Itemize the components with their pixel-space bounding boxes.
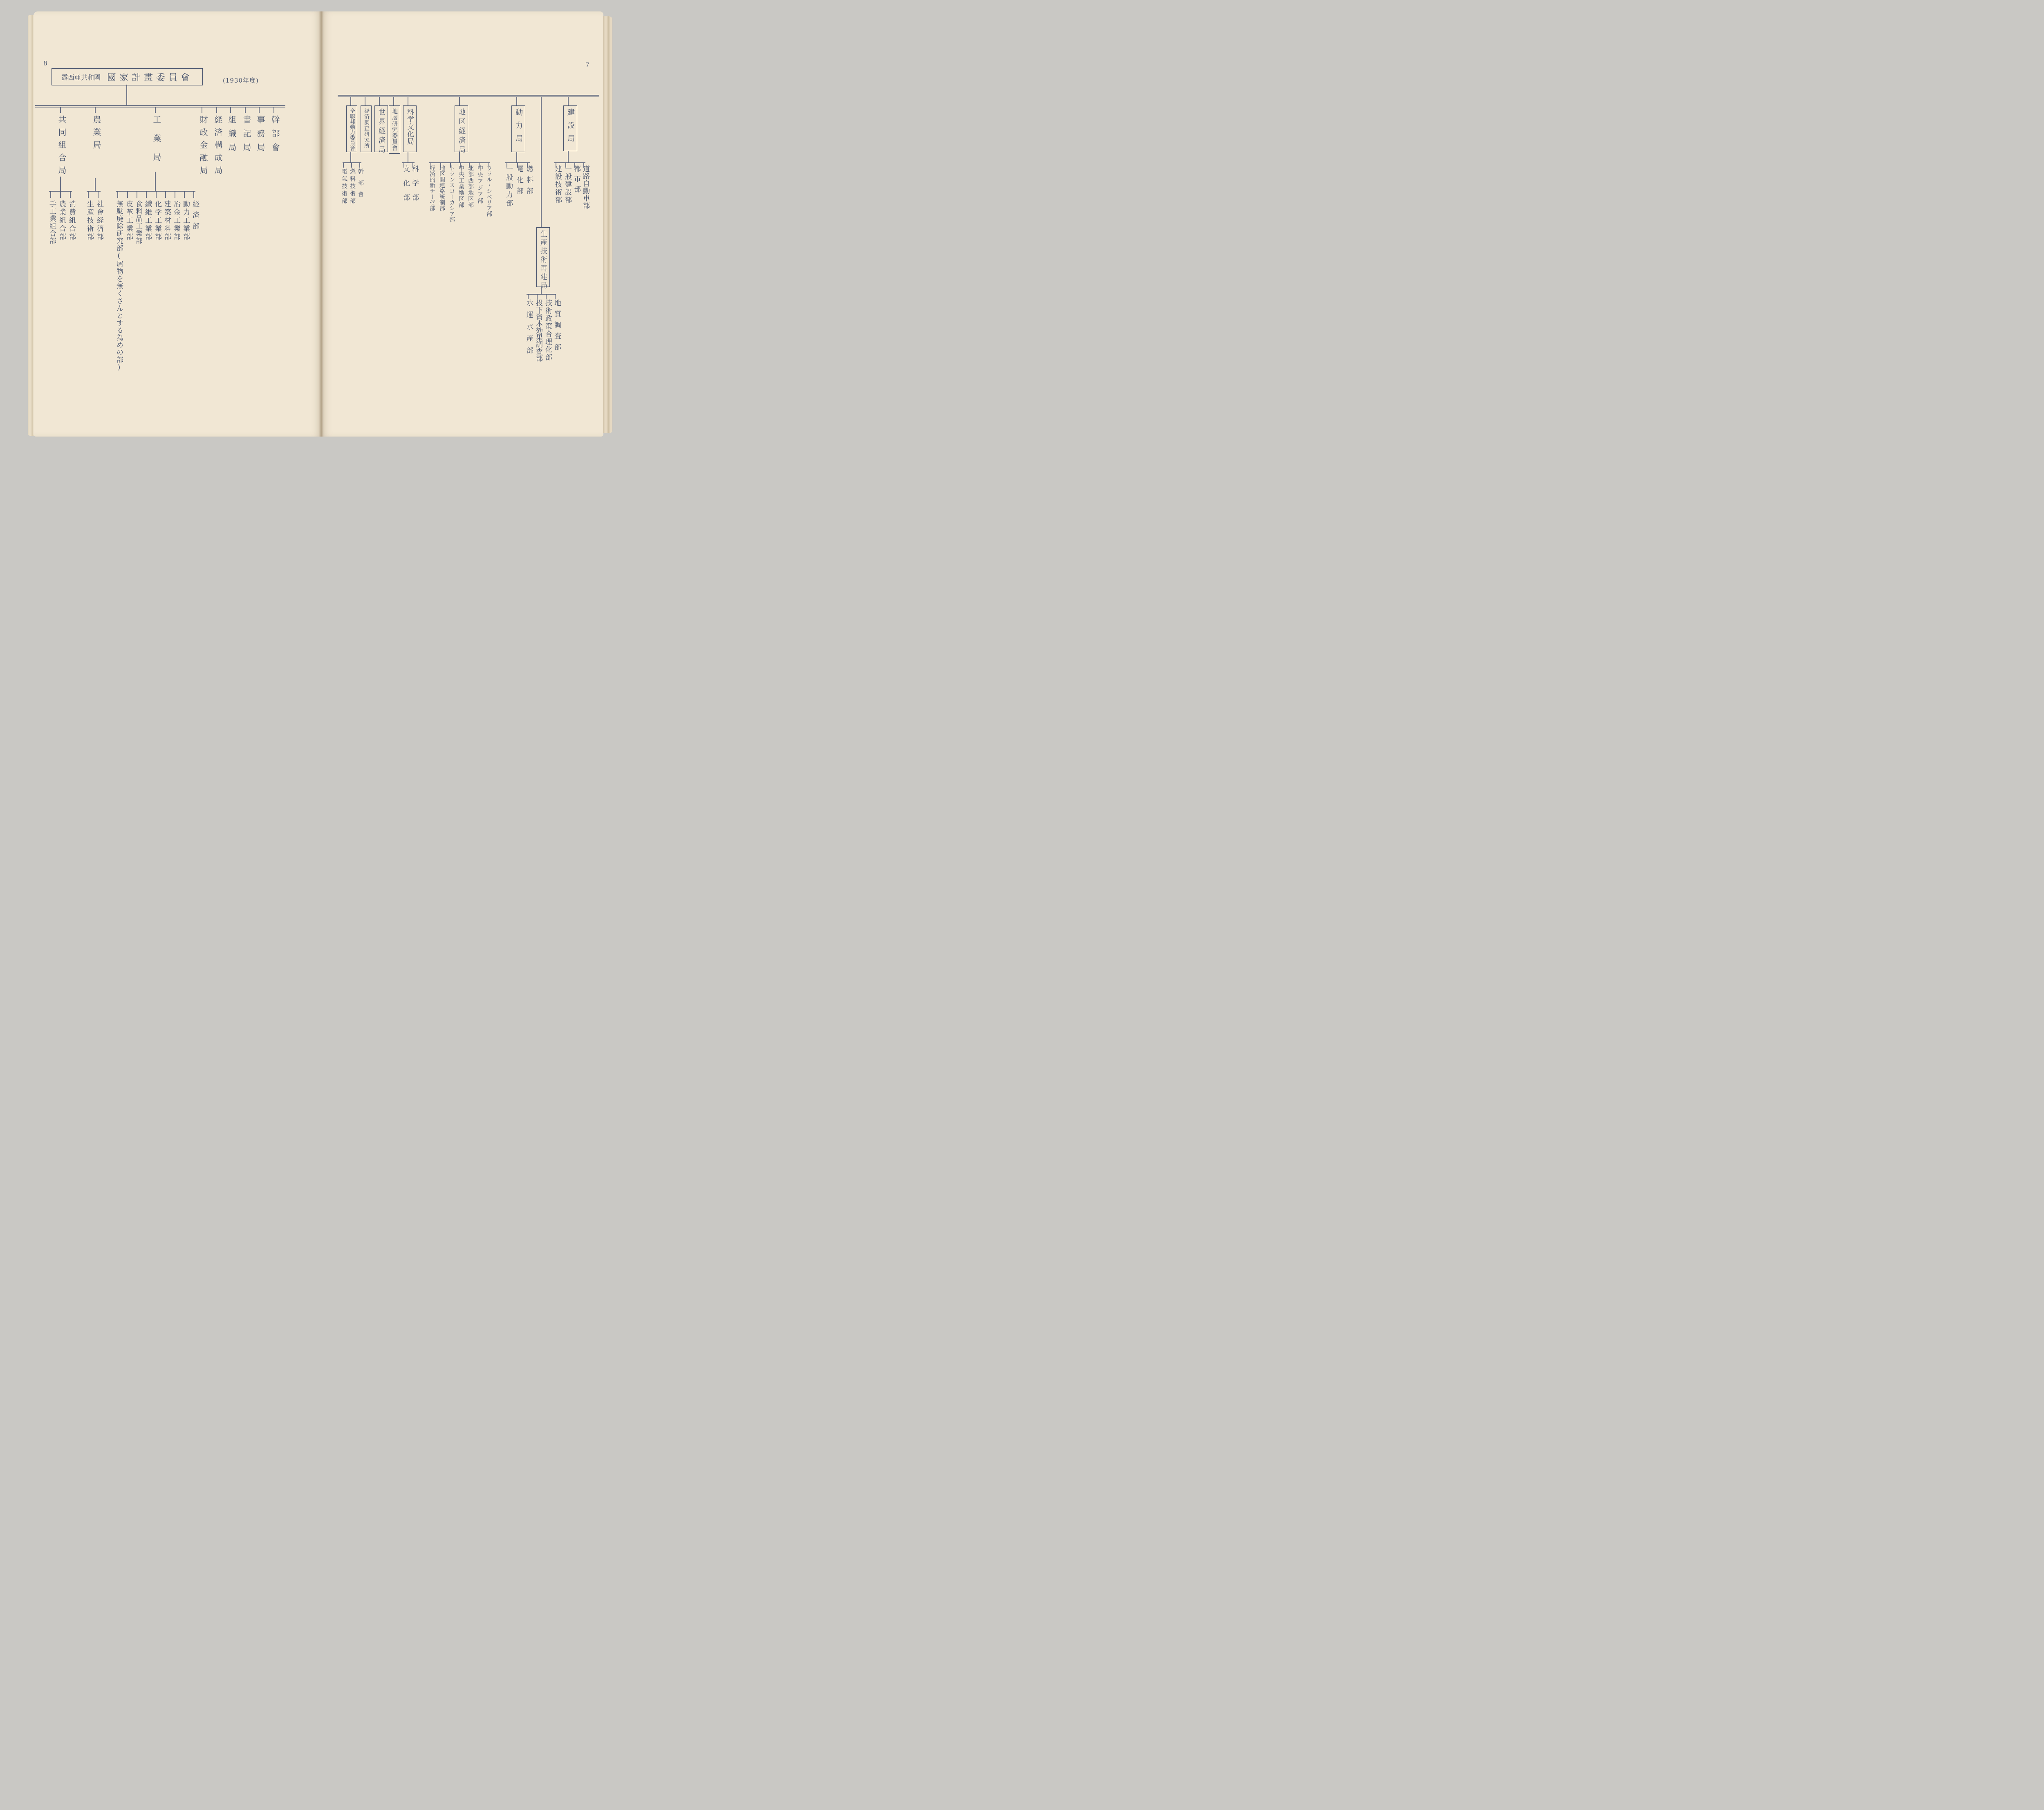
title-box [52,68,203,85]
country-name: 露西亜共和國 [61,73,101,81]
sub-north-west-region: 北部西部地区部 [467,165,474,208]
sub-executive-council-r1: 幹部會 [357,168,364,203]
dept-agriculture-bureau: 農業局 [92,115,101,153]
dept-executive-council: 幹部會 [270,115,280,157]
sub-science: 科学部 [410,165,419,208]
dept-economic-research-institute: 経済調査研究所 [361,105,372,152]
dept-geological-research-committee: 地層研究委員會 [389,105,400,154]
page-number-right: 7 [585,61,589,69]
sub-capital-investment-effect: 投下資本効果調査部 [534,299,542,362]
dept-cooperative-bureau: 共同組合局 [57,115,67,179]
sub-consumer-cooperative: 消費組合部 [67,200,76,241]
committee-name: 國家計畫委員會 [107,72,193,83]
sub-general-construction: 一般建設部 [563,165,572,204]
dept-secretariat-bureau: 書記局 [242,115,251,157]
sub-interregional-liaison: 地区間連絡統制部 [439,165,445,211]
sub-textile-industry: 纖維工業部 [143,200,152,241]
dept-regional-economy-bureau: 地区経済局 [455,105,468,152]
dept-science-culture-bureau: 科学文化局 [403,105,417,152]
sub-handicraft-cooperative: 手工業組合部 [48,200,56,244]
sub-fuel: 燃料部 [525,165,533,198]
sub-central-industrial-region: 中央工業地区部 [458,165,464,208]
sub-fuel-technology: 燃料技術部 [349,168,356,205]
sub-production-technology: 生産技術部 [85,200,94,241]
sub-water-transport-fishery: 水運水産部 [525,299,533,358]
sub-waste-elimination-research: 無駄廃除研究部(屑物を無くさんとする為めの部) [115,200,123,372]
dept-production-technology-reconstruction-bureau: 生産技術再建局 [536,227,550,287]
sub-electrification: 電化部 [515,165,523,198]
dept-world-economy-bureau: 世界経済局 [374,105,388,152]
sub-general-power: 一般動力部 [504,165,513,208]
year-label: (1930年度) [223,77,259,84]
sub-technology-policy-rationalization: 技術政策合理化部 [544,299,552,361]
sub-ural-siberia: ウラル・シベリア部 [486,165,492,217]
sub-construction-technology: 建設技術部 [554,165,562,204]
dept-industry-bureau: 工業局 [152,115,161,172]
dept-finance-bureau: 財政金融局 [198,115,208,179]
sub-leather-industry: 皮革工業部 [125,200,133,241]
sub-road-automobile: 道路自動車部 [581,165,589,209]
sub-metallurgy-industry: 冶金工業部 [172,200,180,241]
dept-power-bureau: 動力局 [511,105,525,152]
page-number-left: 8 [43,60,47,67]
dept-organization-bureau: 組織局 [227,115,237,157]
sub-transcaucasia: トランスコーカシア部 [448,165,455,222]
sub-central-asia: 中央アジア部 [477,165,483,204]
dept-construction-bureau: 建設局 [563,105,577,151]
sub-electrical-technology: 電氣技術部 [341,168,347,205]
sub-city: 都市部 [572,165,580,196]
dept-all-union-power-committee: 全聯邦動力委員會 [346,105,357,152]
sub-food-industry: 食料品工業部 [134,200,142,244]
sub-new-economic-thesis: 経済的新テーゼ部 [429,165,435,211]
sub-building-materials: 建築材料部 [163,200,171,241]
sub-power-industry: 動力工業部 [182,200,190,241]
dept-affairs-bureau: 事務局 [256,115,265,157]
sub-chemical-industry: 化学工業部 [153,200,161,241]
dept-economic-structure-bureau: 経済構成局 [213,115,223,179]
sub-economy: 経済部 [191,200,199,233]
sub-social-economy: 社會経済部 [95,200,103,241]
sub-agricultural-cooperative: 農業組合部 [58,200,66,241]
sub-culture: 文化部 [401,165,410,208]
sub-geological-survey: 地質調査部 [553,299,561,354]
